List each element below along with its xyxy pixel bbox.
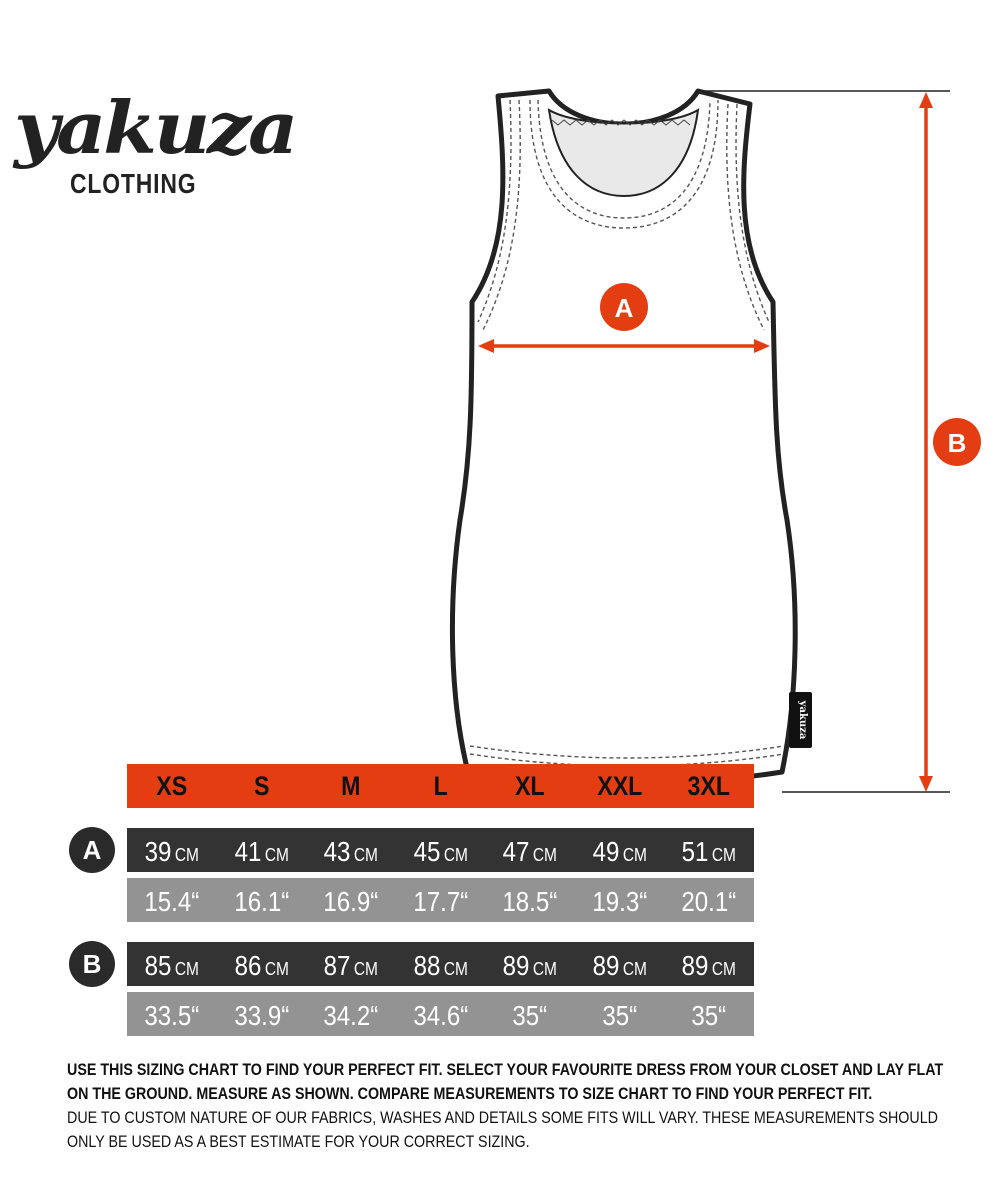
size-column-header: S bbox=[253, 770, 270, 801]
cm-unit: CM bbox=[264, 845, 289, 865]
cm-value: 49 bbox=[592, 836, 620, 867]
cm-value: 51 bbox=[682, 836, 709, 867]
inch-value: 33.5“ bbox=[144, 1000, 200, 1031]
inch-value: 15.4“ bbox=[144, 886, 200, 917]
size-column-header: 3XL bbox=[687, 770, 731, 801]
brand-wordmark: yakuza bbox=[14, 85, 296, 170]
sizing-notes bbox=[67, 1058, 967, 1154]
row-a-cm bbox=[127, 828, 754, 872]
cm-value-cell bbox=[133, 828, 210, 872]
row-b-cm bbox=[127, 942, 754, 986]
cm-value: 87 bbox=[323, 950, 351, 981]
cm-unit: CM bbox=[443, 959, 468, 979]
row-b-badge bbox=[69, 941, 115, 987]
cm-value: 89 bbox=[592, 950, 620, 981]
inch-value: 20.1“ bbox=[681, 886, 737, 917]
cm-unit: CM bbox=[174, 959, 199, 979]
cm-value: 41 bbox=[234, 836, 261, 867]
inch-value: 16.9“ bbox=[323, 886, 379, 917]
row-a-badge bbox=[69, 827, 115, 873]
inch-value: 35“ bbox=[512, 1000, 548, 1031]
size-header-row bbox=[127, 764, 754, 808]
cm-value-cell bbox=[223, 828, 300, 872]
cm-value: 47 bbox=[502, 836, 530, 867]
cm-value: 45 bbox=[413, 836, 441, 867]
cm-value: 88 bbox=[413, 950, 441, 981]
row-a-badge-label: A bbox=[82, 834, 102, 865]
cm-unit: CM bbox=[622, 959, 647, 979]
marker-b-label: B bbox=[947, 428, 967, 458]
inch-value: 19.3“ bbox=[592, 886, 648, 917]
row-b-inch bbox=[127, 992, 754, 1036]
arrowhead-bottom bbox=[919, 776, 933, 792]
size-column-header: XL bbox=[515, 770, 545, 801]
cm-value-cell bbox=[133, 942, 210, 986]
cm-unit: CM bbox=[712, 959, 737, 979]
cm-unit: CM bbox=[533, 845, 558, 865]
sizing-instructions: USE THIS SIZING CHART TO FIND YOUR PERFECT FIT. SELECT YOUR FAVOURITE DRESS FROM YOUR CLOSET AND LAY FLAT ON THE GROUND. MEASURE AS SHOWN. COMPARE MEASUREMENTS TO SIZE CHART TO FIND YOUR PERFECT FIT. bbox=[67, 1060, 944, 1103]
cm-value-cell bbox=[402, 942, 479, 986]
marker-a-label: A bbox=[614, 293, 634, 323]
cm-unit: CM bbox=[443, 845, 468, 865]
inch-value: 34.2“ bbox=[323, 1000, 379, 1031]
size-column-header: L bbox=[433, 770, 448, 801]
cm-value: 43 bbox=[323, 836, 351, 867]
cm-unit: CM bbox=[264, 959, 289, 979]
cm-value-cell bbox=[312, 942, 389, 986]
cm-value-cell bbox=[671, 942, 748, 986]
cm-value-cell bbox=[492, 942, 569, 986]
inch-value: 17.7“ bbox=[413, 886, 468, 917]
cm-value-cell bbox=[581, 828, 658, 872]
sizing-disclaimer: DUE TO CUSTOM NATURE OF OUR FABRICS, WASHES AND DETAILS SOME FITS WILL VARY. THESE MEASUREMENTS SHOULD ONLY BE USED AS A BEST ESTIMATE FOR YOUR CORRECT SIZING. bbox=[67, 1108, 938, 1151]
row-a-inch bbox=[127, 878, 754, 922]
cm-value-cell bbox=[402, 828, 479, 872]
cm-unit: CM bbox=[622, 845, 647, 865]
brand-subline: CLOTHING bbox=[70, 168, 197, 199]
cm-value-cell bbox=[223, 942, 300, 986]
cm-unit: CM bbox=[533, 959, 558, 979]
cm-value-cell bbox=[492, 828, 569, 872]
cm-value: 86 bbox=[234, 950, 261, 981]
inch-value: 35“ bbox=[602, 1000, 638, 1031]
cm-unit: CM bbox=[354, 959, 379, 979]
inch-value: 16.1“ bbox=[233, 886, 289, 917]
size-column-header: M bbox=[341, 770, 361, 801]
inch-value: 33.9“ bbox=[233, 1000, 289, 1031]
cm-value: 85 bbox=[144, 950, 172, 981]
brand-tag-text: yakuza bbox=[797, 700, 808, 740]
size-column-header: XS bbox=[156, 770, 188, 801]
size-column-header: XXL bbox=[597, 770, 643, 801]
cm-value: 89 bbox=[682, 950, 709, 981]
inch-value: 35“ bbox=[691, 1000, 727, 1031]
cm-value-cell bbox=[312, 828, 389, 872]
cm-unit: CM bbox=[712, 845, 737, 865]
inch-value: 18.5“ bbox=[502, 886, 558, 917]
cm-value-cell bbox=[671, 828, 748, 872]
cm-value: 89 bbox=[502, 950, 530, 981]
cm-value-cell bbox=[581, 942, 658, 986]
arrowhead-top bbox=[919, 92, 933, 108]
cm-unit: CM bbox=[174, 845, 199, 865]
row-b-badge-label: B bbox=[82, 948, 102, 979]
cm-value: 39 bbox=[144, 836, 172, 867]
inch-value: 34.6“ bbox=[413, 1000, 468, 1031]
cm-unit: CM bbox=[354, 845, 379, 865]
